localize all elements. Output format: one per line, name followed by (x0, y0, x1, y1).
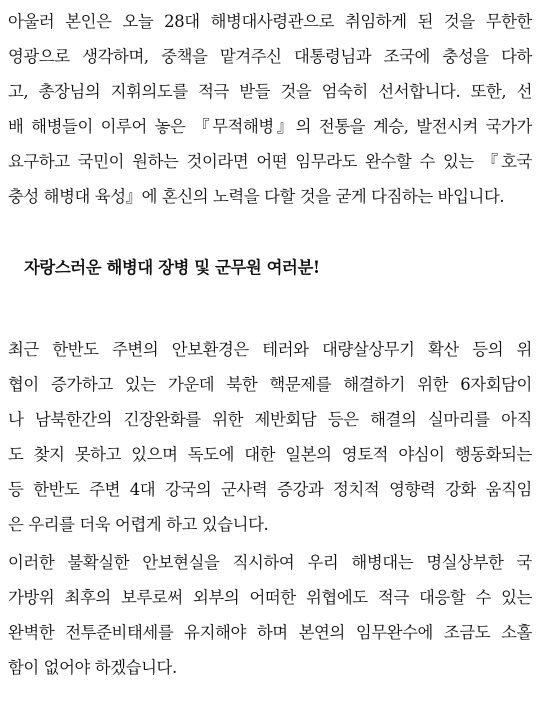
paragraph-1-line: 충성 해병대 육성』에 혼신의 노력을 다할 것을 굳게 다짐하는 바입니다. (8, 187, 505, 206)
paragraph-1-line: 영광으로 생각하며, 중책을 맡겨주신 대통령님과 조국에 충성을 다하 (8, 47, 532, 66)
paragraph-1-line: 배 해병들이 이루어 놓은 『무적해병』의 전통을 계승, 발전시켜 국가가 (8, 117, 532, 136)
paragraph-2-line: 은 우리를 더욱 어렵게 하고 있습니다. (8, 515, 269, 534)
paragraph-3-line: 완벽한 전투준비태세를 유지해야 하며 본연의 임무완수에 조금도 소홀 (8, 623, 532, 642)
paragraph-1-line: 요구하고 국민이 원하는 것이라면 어떤 임무라도 완수할 수 있는 『호국 (8, 152, 532, 171)
paragraph-1-line: 아울러 본인은 오늘 28대 해병대사령관으로 취임하게 된 것을 무한한 (8, 12, 532, 31)
paragraph-2-line: 협이 증가하고 있는 가운데 북한 핵문제를 해결하기 위한 6자회담이 (8, 375, 532, 394)
paragraph-3-line: 함이 없어야 하겠습니다. (8, 658, 177, 677)
paragraph-3-line: 가방위 최후의 보루로써 외부의 어떠한 위협에도 적극 대응할 수 있는 (8, 588, 532, 607)
paragraph-2-line: 최근 한반도 주변의 안보환경은 테러와 대량살상무기 확산 등의 위 (8, 340, 532, 359)
paragraph-2-line: 등 한반도 주변 4대 강국의 군사력 증강과 정치적 영향력 강화 움직임 (8, 480, 532, 499)
paragraph-2-line: 도 찾지 못하고 있으며 독도에 대한 일본의 영토적 야심이 행동화되는 (8, 445, 532, 464)
section-heading: 자랑스러운 해병대 장병 및 군무원 여러분! (24, 258, 320, 277)
paragraph-1-line: 고, 총장님의 지휘의도를 적극 받들 것을 엄숙히 선서합니다. 또한, 선 (8, 82, 532, 101)
paragraph-3-line: 이러한 불확실한 안보현실을 직시하여 우리 해병대는 명실상부한 국 (8, 553, 532, 572)
paragraph-2-line: 나 남북한간의 긴장완화를 위한 제반회담 등은 해결의 실마리를 아직 (8, 410, 532, 429)
